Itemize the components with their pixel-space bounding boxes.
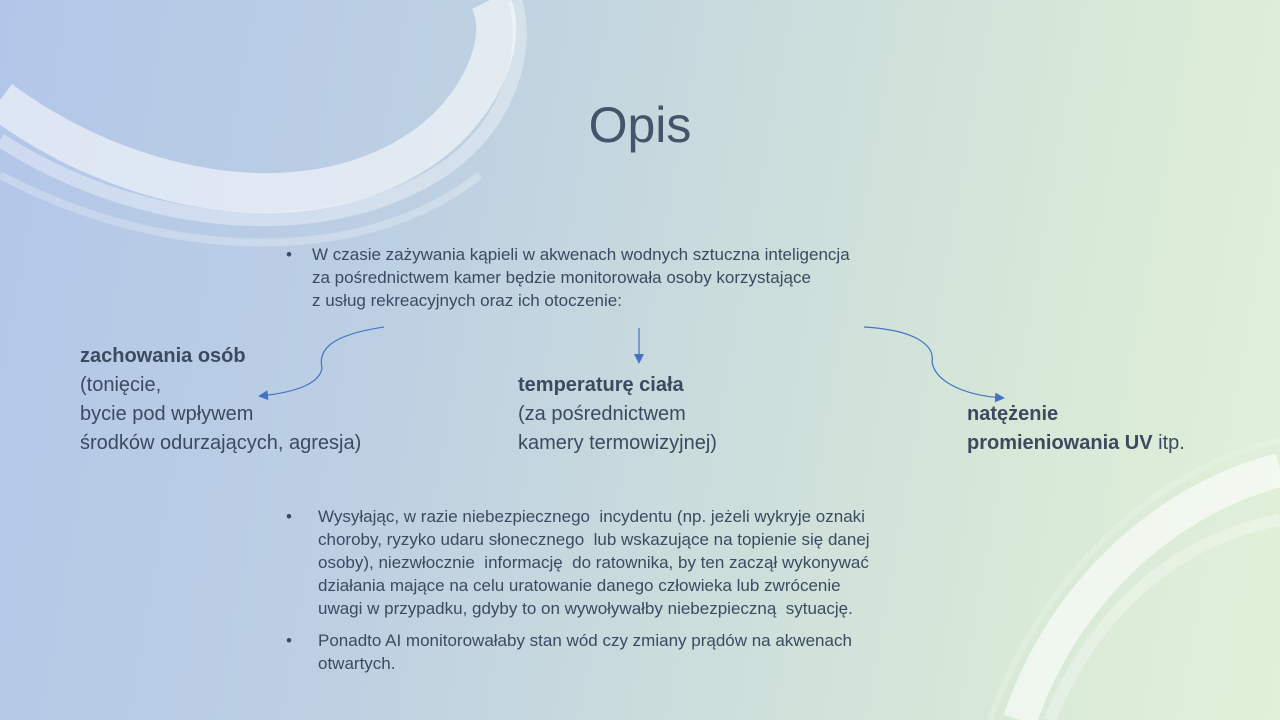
item-suffix: itp. (1152, 432, 1185, 454)
item-line: bycie pod wpływem (80, 403, 254, 425)
bullet-icon: • (286, 245, 292, 264)
arrow-right (864, 327, 1003, 398)
item-line: (za pośrednictwem (518, 403, 686, 425)
item-line: (tonięcie, (80, 374, 162, 396)
bottom-bullet-row (286, 629, 946, 675)
item-line (967, 429, 1267, 458)
bottom-bullets (286, 505, 946, 675)
item-behavior (80, 342, 440, 458)
bullet-line: działania mające na celu uratowanie danego człowieka lub zwrócenie (318, 576, 841, 595)
bullet-text (318, 505, 946, 620)
item-line: kamery termowizyjnej) (518, 432, 717, 454)
bullet-line: osoby), niezwłocznie informację do ratownika, by ten zaczął wykonywać (318, 553, 869, 572)
item-heading: natężenie (967, 403, 1059, 425)
item-line: środków odurzających, agresja) (80, 432, 362, 454)
slide-title: Opis (588, 97, 692, 153)
intro-line: z usług rekreacyjnych oraz ich otoczenie: (312, 291, 622, 310)
item-temperature (518, 371, 818, 458)
bullet-text (318, 629, 946, 675)
bullet-icon: • (286, 631, 292, 650)
bullet-icon: • (286, 507, 292, 526)
intro-line: za pośrednictwem kamer będzie monitorowała osoby korzystające (312, 268, 811, 287)
bullet-line: Ponadto AI monitorowałaby stan wód czy zmiany prądów na akwenach (318, 631, 852, 650)
item-heading: zachowania osób (80, 345, 246, 367)
bottom-bullet-row (286, 505, 946, 620)
bullet-line: uwagi w przypadku, gdyby to on wywoływałby niebezpieczną sytuację. (318, 599, 853, 618)
item-uv (967, 400, 1267, 458)
bullet-line: choroby, ryzyko udaru słonecznego lub wskazujące na topienie się danej (318, 530, 870, 549)
bullet-line: Wysyłając, w razie niebezpiecznego incydentu (np. jeżeli wykryje oznaki (318, 507, 865, 526)
item-heading: temperaturę ciała (518, 374, 684, 396)
item-heading-part: promieniowania UV (967, 432, 1153, 454)
bullet-line: otwartych. (318, 654, 396, 673)
intro-line: W czasie zażywania kąpieli w akwenach wodnych sztuczna inteligencja (312, 245, 850, 264)
